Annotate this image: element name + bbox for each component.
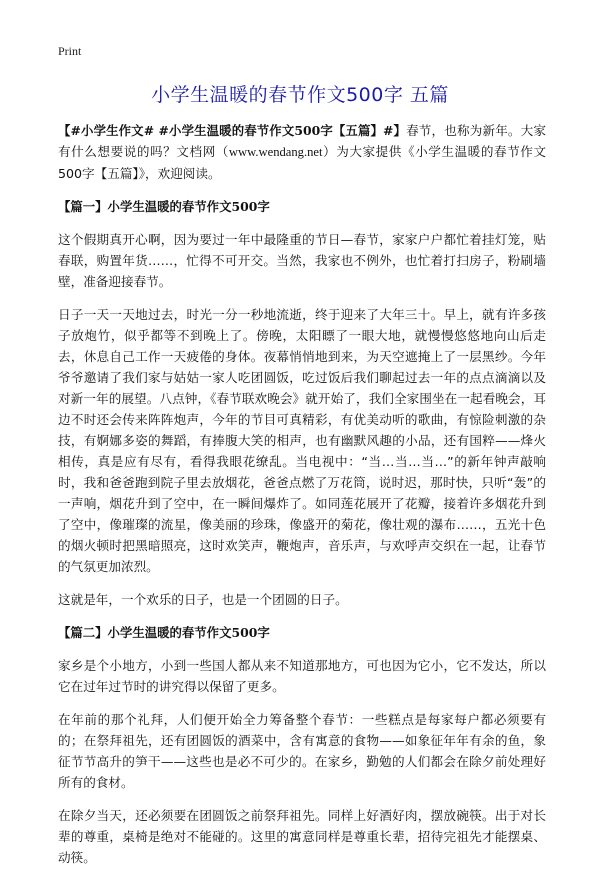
site-url: www.wendang.net bbox=[228, 145, 323, 159]
section-1-heading: 【篇一】小学生温暖的春节作文500字 bbox=[58, 199, 270, 214]
intro-text: 春节，也称为新年。大家有什么想要说的吗？文档网（ bbox=[58, 123, 546, 159]
print-label: Print bbox=[58, 44, 82, 58]
section-2-paragraph-1: 家乡是个小地方，小到一些国人都从来不知道那地方，可也因为它小，它不发达，所以它在过年过节时的讲究得以保留了更多。 bbox=[58, 658, 546, 694]
section-2-paragraph-2: 在年前的那个礼拜，人们便开始全力筹备整个春节：一些糕点是每家每户都必须要有的；在祭拜祖先，还有团圆饭的酒菜中，含有寓意的食物——如象征年年有余的鱼，象征节节高升的笋干——这些也是必不可少的。在家乡，勤勉的人们都会在除夕前处理好所有的食材。 bbox=[58, 712, 546, 790]
section-1-paragraph-1: 这个假期真开心啊，因为要过一年中最隆重的节日—春节，家家户户都忙着挂灯笼，贴春联，购置年货……，忙得不可开交。当然，我家也不例外，也忙着打扫房子，粉刷墙壁，准备迎接春节。 bbox=[58, 232, 546, 289]
section-2-paragraph-3: 在除夕当天，还必须要在团圆饭之前祭拜祖先。同样上好酒好肉，摆放碗筷。出于对长辈的尊重，桌椅是绝对不能碰的。这里的寓意同样是尊重长辈，招待完祖先才能摆桌、动筷。 bbox=[58, 808, 546, 865]
document-title: 小学生温暖的春节作文500字 五篇 bbox=[151, 84, 449, 106]
intro-text-2: ）为大家提供《小学生温暖的春节作文500字【五篇】》，欢迎阅读。 bbox=[58, 144, 547, 181]
section-1-paragraph-3: 这就是年，一个欢乐的日子，也是一个团圆的日子。 bbox=[58, 592, 348, 607]
section-1-paragraph-2: 日子一天一天地过去，时光一分一秒地流逝，终于迎来了大年三十。早上，就有许多孩子放炮竹，似乎都等不到晚上了。傍晚，太阳瞟了一眼大地，就慢慢悠悠地向山后走去，休息自己工作一天疲倦的身体。夜幕悄悄地到来，为天空遮掩上了一层黑纱。今年爷爷邀请了我们家与姑姑一家人吃团圆饭，吃过饭后我们聊起过去一年的点点滴滴以及对新一年的展望。八点钟，《春节联欢晚会》就开始了，我们全家围坐在一起看晚会，耳边不时还会传来阵阵炮声，今年的节目可真精彩，有优美动听的歌曲，有惊险刺激的杂技，有婀娜多姿的舞蹈，有捧腹大笑的相声，也有幽默风趣的小品，还有国粹——烽火相传，真是应有尽有，看得我眼花缭乱。当电视中：“当…当…当…”的新年钟声敲响时，我和爸爸跑到院子里去放烟花，爸爸点燃了万花筒，说时迟，那时快，只听“轰”的一声响，烟花升到了空中，在一瞬间爆炸了。如同莲花展开了花瓣，接着许多烟花升到了空中，像璀璨的流星，像美丽的珍珠，像盛开的菊花，像壮观的瀑布……，五光十色的烟火顿时把黑暗照亮，这时欢笑声，鞭炮声，音乐声，与欢呼声交织在一起，让春节的气氛更加浓烈。 bbox=[58, 307, 546, 574]
intro-tag: 【#小学生作文# #小学生温暖的春节作文500字【五篇】#】 bbox=[58, 123, 407, 138]
document-body bbox=[58, 120, 546, 880]
section-2-heading: 【篇二】小学生温暖的春节作文500字 bbox=[58, 625, 270, 640]
intro-paragraph bbox=[58, 120, 546, 184]
